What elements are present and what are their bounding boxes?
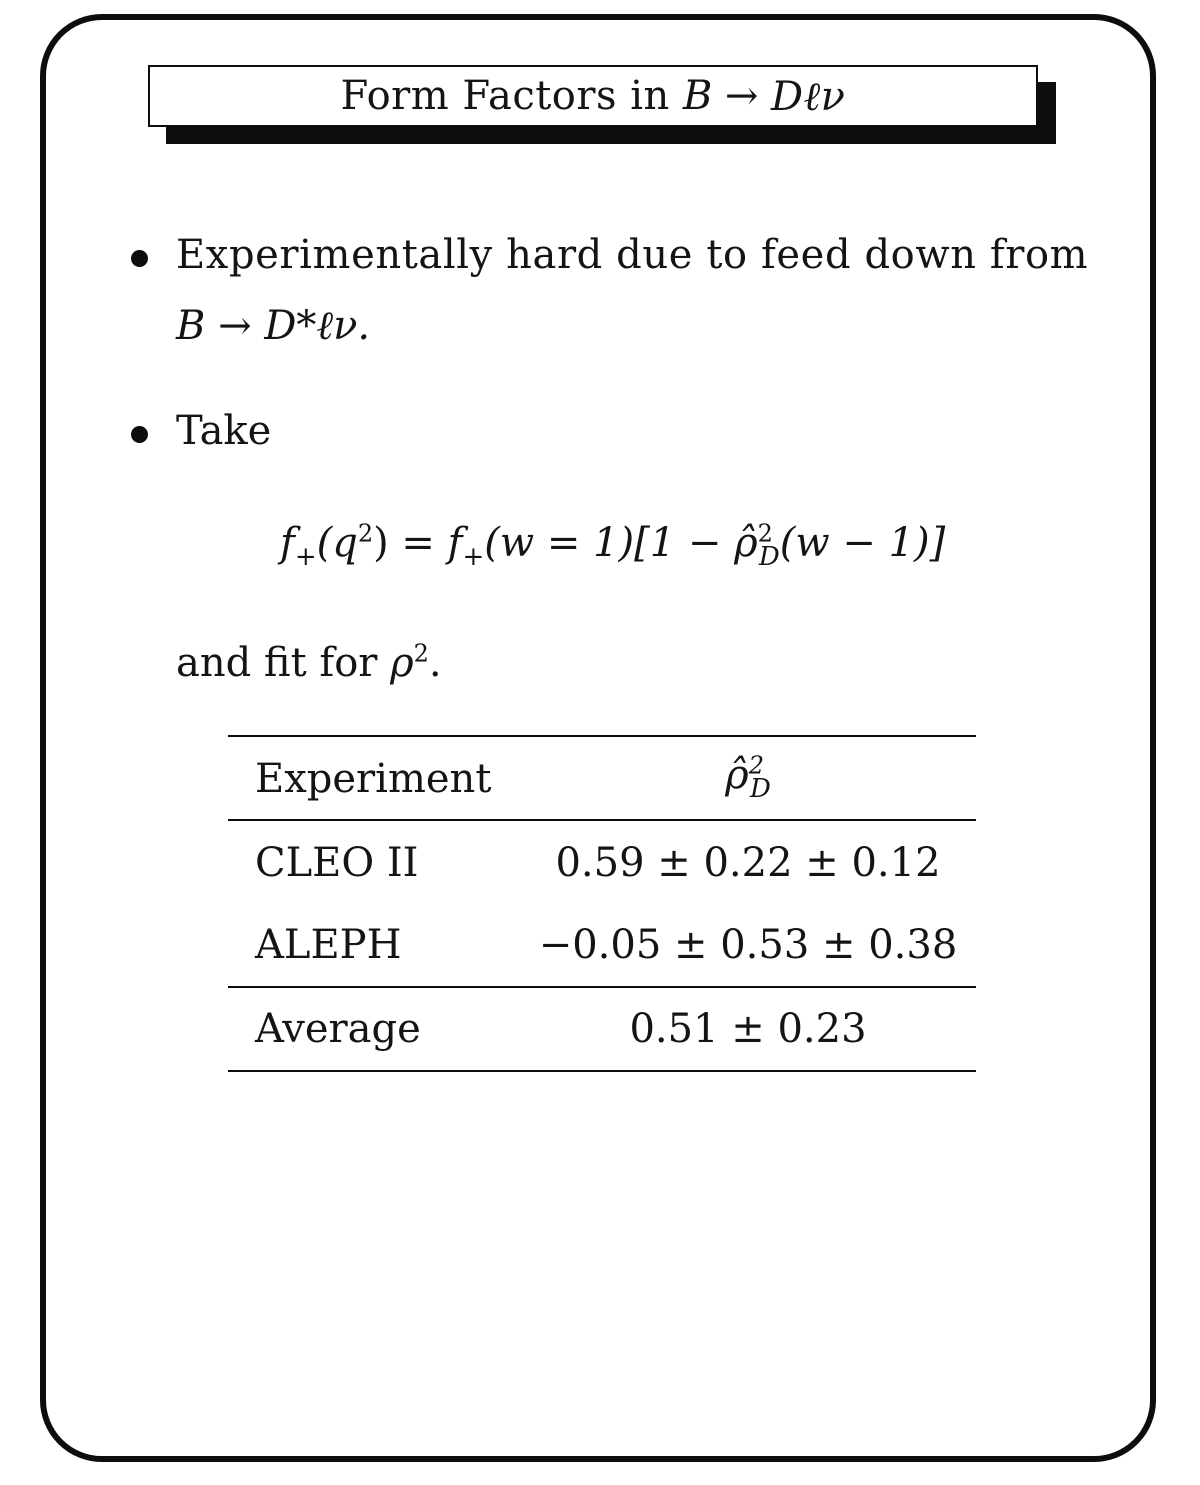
- bullet-dot-2: [131, 426, 148, 443]
- form-factor-formula: [280, 519, 946, 572]
- formula-rhs-sub: +: [462, 542, 485, 572]
- formula-lhs-sub: +: [294, 542, 317, 572]
- table-average-rule: [228, 986, 976, 988]
- table-header-experiment: Experiment: [255, 756, 492, 802]
- fit-text-before: and fit for: [176, 640, 391, 686]
- formula-rho-sub: D: [758, 542, 780, 572]
- header-rho-sup: 2: [748, 751, 764, 780]
- header-rho-symbol: ρ̂: [725, 752, 749, 798]
- bullet-2-line-1: Take: [176, 408, 272, 454]
- table-row-aleph-experiment: ALEPH: [255, 922, 402, 968]
- table-header-rule: [228, 819, 976, 821]
- header-rho-sub: D: [749, 774, 771, 804]
- title-prefix: Form Factors in: [340, 73, 670, 119]
- table-row-average-experiment: Average: [255, 1006, 421, 1052]
- fit-text-sup: 2: [413, 639, 429, 668]
- bullet-1-line-1: Experimentally hard due to feed down from: [176, 232, 1089, 278]
- table-row-aleph-value: −0.05 ± 0.53 ± 0.38: [538, 922, 958, 968]
- formula-rhs-f: f: [447, 520, 463, 566]
- formula-rho: ρ̂: [734, 520, 758, 566]
- slide-title: [148, 65, 1038, 127]
- table-bottom-rule: [228, 1070, 976, 1072]
- table-top-rule: [228, 735, 976, 737]
- fit-text-rho: ρ: [390, 640, 414, 686]
- table-row-cleo-experiment: CLEO II: [255, 840, 419, 886]
- formula-lhs-f: f: [280, 520, 295, 566]
- formula-lhs-open: (q: [316, 520, 358, 566]
- bullet-1-line-2: B → D*ℓν.: [176, 303, 371, 349]
- title-b: B: [683, 73, 713, 119]
- title-arrow: →: [724, 73, 759, 119]
- table-header-rho: [520, 751, 976, 804]
- fit-text-after: .: [428, 640, 442, 686]
- formula-rhs-arg: (w = 1)[1 −: [484, 520, 735, 566]
- title-rest: Dℓν: [770, 73, 846, 120]
- table-row-cleo-value: 0.59 ± 0.22 ± 0.12: [555, 840, 941, 886]
- formula-tail: (w − 1)]: [779, 520, 946, 566]
- formula-rho-sup: 2: [757, 519, 773, 548]
- fit-text: [176, 640, 442, 686]
- bullet-dot-1: [131, 250, 148, 267]
- formula-lhs-sup: 2: [357, 519, 374, 548]
- table-row-average-value: 0.51 ± 0.23: [629, 1006, 867, 1052]
- formula-equals: =: [388, 520, 448, 566]
- formula-lhs-close: ): [373, 520, 389, 566]
